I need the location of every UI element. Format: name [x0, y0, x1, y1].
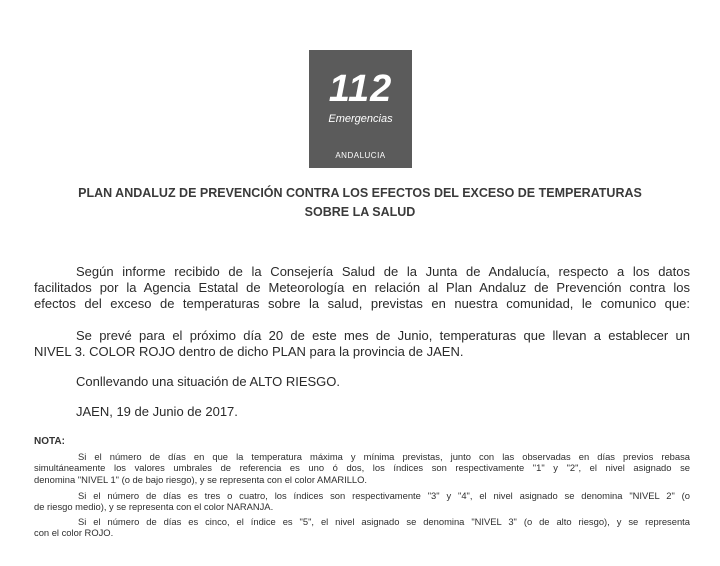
document-title — [40, 184, 680, 222]
document-title-line-2: SOBRE LA SALUD — [304, 205, 416, 219]
note-item-1 — [34, 451, 690, 485]
note-item-1-line-1: Si el número de días en que la temperatura máxima y mínima previstas, junto con las observadas en días previos rebasa — [78, 451, 690, 462]
intro-line-2: facilitados por la Agencia Estatal de Meteorología en relación al Plan Andaluz de Prevención contra los — [34, 280, 690, 295]
logo-number: 112 — [328, 68, 393, 110]
note-item-1-line-3: denomina "NIVEL 1" (o de bajo riesgo), y se representa con el color AMARILLO. — [34, 473, 368, 485]
note-item-1-line-2: simultáneamente los valores umbrales de referencia es uno ó dos, los índices son respectivamente "1" y "2", el nivel asignado se — [34, 462, 690, 474]
forecast-paragraph — [34, 328, 690, 360]
intro-paragraph — [34, 264, 690, 312]
note-item-2-line-1: Si el número de días es tres o cuatro, los índices son respectivamente "3" y "4", el nivel asignado se denomina "NIVEL 2" (o — [78, 490, 690, 501]
intro-line-3: efectos del exceso de temperaturas sobre la salud, previstas en nuestra comunidad, le comunico que: — [34, 296, 690, 311]
intro-line-1: Según informe recibido de la Consejería Salud de la Junta de Andalucía, respecto a los datos — [76, 264, 690, 279]
forecast-line-1: Se prevé para el próximo día 20 de este mes de Junio, temperaturas que llevan a establecer un — [76, 328, 690, 343]
risk-line: Conllevando una situación de ALTO RIESGO. — [76, 374, 341, 389]
document-title-line-1: PLAN ANDALUZ DE PREVENCIÓN CONTRA LOS EFECTOS DEL EXCESO DE TEMPERATURAS — [78, 186, 642, 200]
note-item-2 — [34, 490, 690, 513]
note-item-3-line-2: con el color ROJO. — [34, 527, 114, 539]
note-item-2-line-2: de riesgo medio), y se representa con el color NARANJA. — [34, 501, 274, 513]
date-paragraph — [34, 404, 690, 420]
note-item-3-line-1: Si el número de días es cinco, el índice es "5", el nivel asignado se denomina "NIVEL 3" (o de alto riesgo), y se representa — [78, 516, 690, 527]
forecast-line-2: NIVEL 3. COLOR ROJO dentro de dicho PLAN para la provincia de JAEN. — [34, 344, 464, 359]
note-label: NOTA: — [34, 436, 65, 447]
note-item-3 — [34, 516, 690, 539]
risk-paragraph — [34, 374, 690, 390]
logo-region: ANDALUCIA — [335, 151, 386, 160]
logo-subtitle: Emergencias — [328, 113, 393, 125]
date-line: JAEN, 19 de Junio de 2017. — [76, 404, 238, 419]
emergencias-112-logo — [309, 50, 412, 168]
